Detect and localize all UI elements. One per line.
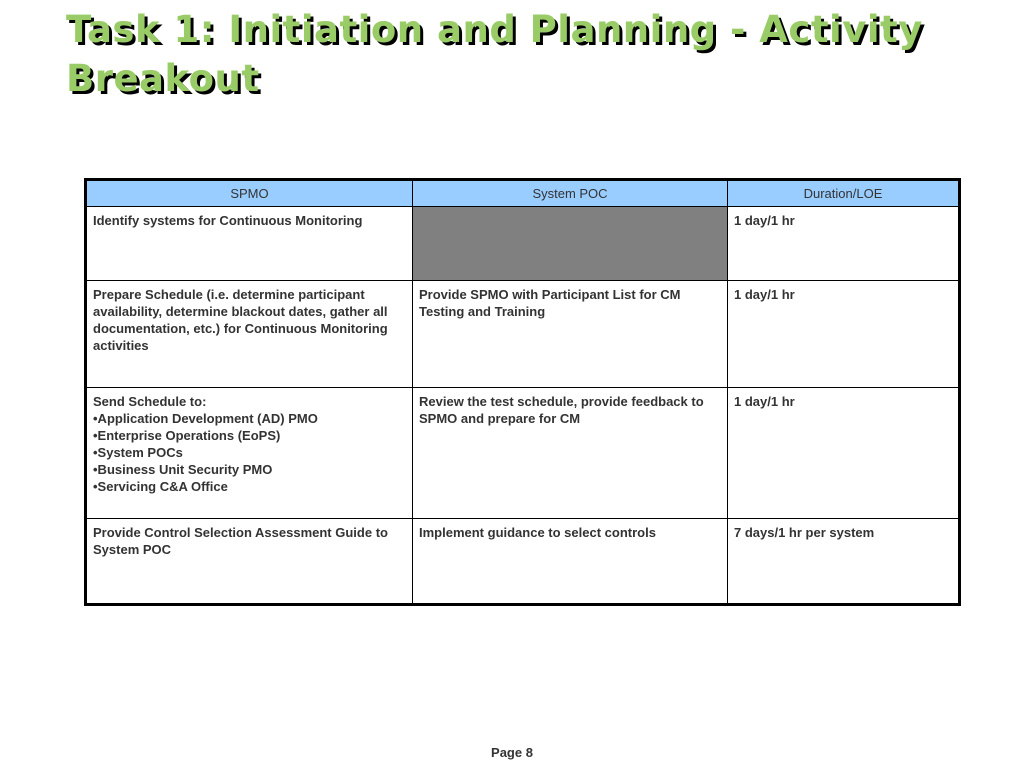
table-row (86, 518, 960, 604)
table-row (86, 207, 960, 281)
cell-duration: 1 day/1 hr (728, 207, 960, 281)
header-spmo: SPMO (86, 180, 413, 207)
page-number: Page 8 (491, 745, 533, 760)
cell-duration: 1 day/1 hr (728, 281, 960, 388)
cell-spmo: Prepare Schedule (i.e. determine participant availability, determine blackout dates, gather all documentation, etc.) for Continuous Monitoring activities (86, 281, 413, 388)
table-row (86, 387, 960, 518)
cell-system-poc-empty (413, 207, 728, 281)
send-schedule-intro: Send Schedule to: (93, 393, 207, 409)
cell-spmo (86, 387, 413, 518)
cell-duration: 1 day/1 hr (728, 387, 960, 518)
table-row (86, 281, 960, 388)
recipient-list-item: •Servicing C&A Office (93, 478, 228, 494)
cell-spmo: Provide Control Selection Assessment Guide to System POC (86, 518, 413, 604)
slide-title: Task 1: Initiation and Planning - Activity Breakout (66, 8, 923, 100)
recipient-list-item: •Application Development (AD) PMO (93, 410, 318, 426)
recipient-list-item: •Enterprise Operations (EoPS) (93, 427, 281, 443)
cell-system-poc: Review the test schedule, provide feedback to SPMO and prepare for CM (413, 387, 728, 518)
table-header-row (86, 180, 960, 207)
recipient-list-item: •System POCs (93, 444, 183, 460)
cell-system-poc: Provide SPMO with Participant List for CM Testing and Training (413, 281, 728, 388)
header-system-poc: System POC (413, 180, 728, 207)
cell-system-poc: Implement guidance to select controls (413, 518, 728, 604)
header-duration: Duration/LOE (728, 180, 960, 207)
cell-duration: 7 days/1 hr per system (728, 518, 960, 604)
cell-spmo: Identify systems for Continuous Monitoring (86, 207, 413, 281)
recipient-list-item: •Business Unit Security PMO (93, 461, 273, 477)
activity-breakout-table (84, 178, 961, 606)
